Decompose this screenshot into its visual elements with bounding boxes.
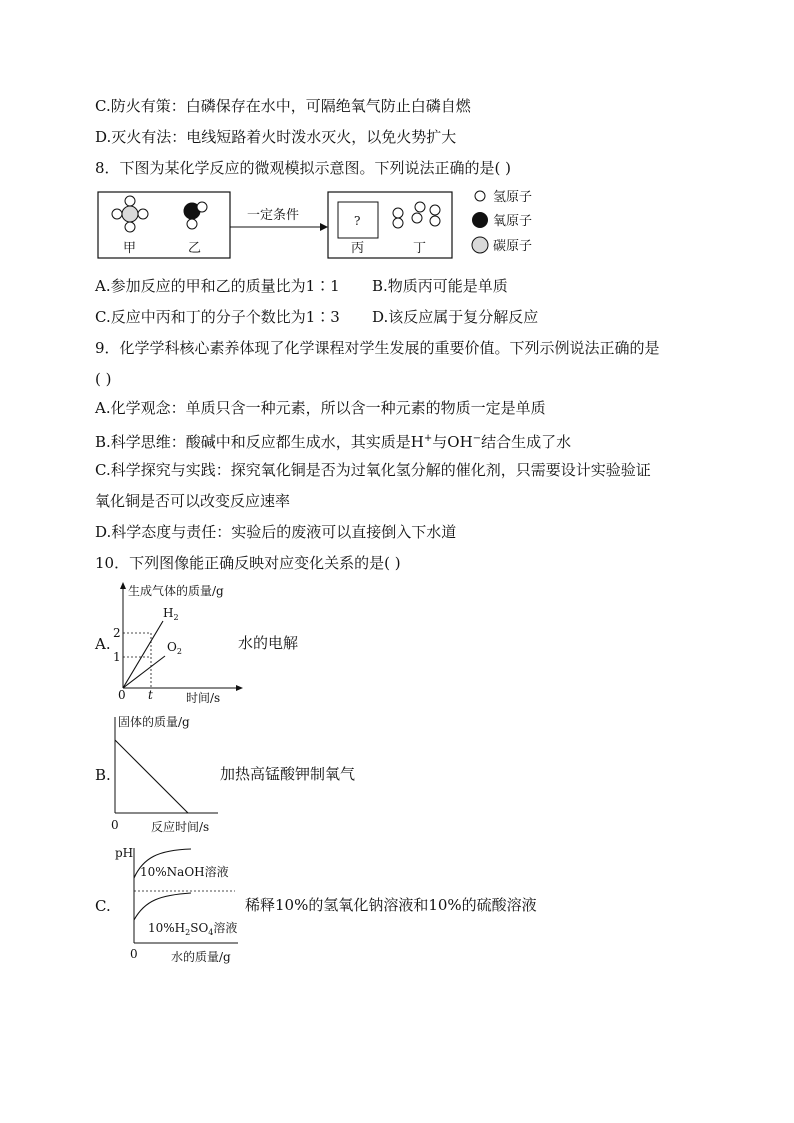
graph-c-origin: 0 [130,947,138,961]
graph-b-desc: 加热高锰酸钾制氧气 [220,765,356,783]
graph-b-xlabel: 反应时间/s [151,820,210,834]
graph-a-xtick: t [148,688,153,702]
carbon-atom [122,206,138,222]
graph-a-ylabel: 生成气体的质量/g [128,584,224,598]
hydrogen-atom [393,218,403,228]
graph-c-h2so4-curve [134,893,191,920]
reactant-b-label: 乙 [188,241,202,256]
legend-hydrogen-label: 氢原子 [493,190,533,205]
q9b-oh-charge: − [472,433,482,444]
legend-oxygen-label: 氧原子 [493,214,533,229]
q9b-h-charge: + [423,433,433,444]
q9-option-c-line2: 氧化铜是否可以改变反应速率 [95,492,291,510]
graph-c-h2so4-label: $10\%H_2SO_4$溶液 [148,921,238,937]
reaction-condition: 一定条件 [247,208,300,223]
graph-a-h2-label: $H_2$ [163,606,179,622]
q8-option-c: C.反应中丙和丁的分子个数比为1∶3 [95,308,340,326]
graph-a-desc: 水的电解 [238,634,299,652]
q9-option-b [95,429,571,452]
hydrogen-atom [125,222,135,232]
hydrogen-atom [187,219,197,229]
hydrogen-atom [138,209,148,219]
reactants-box [98,192,230,258]
q7-option-c: C.防火有策：白磷保存在水中，可隔绝氧气防止白磷自燃 [95,97,471,115]
q9b-text-post: 结合生成了水 [481,433,572,451]
q9-option-d: D.科学态度与责任：实验后的废液可以直接倒入下水道 [95,523,457,541]
q8-option-a: A.参加反应的甲和乙的质量比为1∶1 [95,277,340,295]
graph-a-h2-line [123,621,163,688]
unknown-product: ? [354,214,361,228]
hydrogen-atom [412,213,422,223]
hydrogen-atom [197,202,207,212]
product-c-label: 丙 [351,241,365,256]
hydrogen-atom [393,208,403,218]
graph-c [113,840,248,965]
graph-a-label: A. [95,635,111,653]
hydrogen-atom [430,216,440,226]
legend-carbon-icon [472,237,488,253]
reaction-diagram [95,186,555,266]
legend-oxygen-icon [472,212,488,228]
q8-option-b: B.物质丙可能是单质 [372,277,508,295]
graph-c-label: C. [95,897,111,915]
q9-option-a: A.化学观念：单质只含一种元素，所以含一种元素的物质一定是单质 [95,399,546,417]
graph-a-origin: 0 [118,688,126,702]
graph-a-ytick-1: 1 [113,650,121,664]
hydrogen-atom [112,209,122,219]
graph-c-xlabel: 水的质量/g [171,950,231,964]
q9b-h: H [410,433,424,451]
q8-option-d: D.该反应属于复分解反应 [372,308,539,326]
product-d-label: 丁 [413,241,427,256]
graph-c-ylabel: pH [115,846,134,860]
q7-option-d: D.灭火有法：电线短路着火时泼水灭火，以免火势扩大 [95,128,457,146]
graph-a-o2-label: $O_2$ [167,640,182,656]
q9b-oh: OH [447,433,473,451]
graph-c-naoh-label: 10%NaOH溶液 [140,865,229,879]
hydrogen-atom [125,196,135,206]
graph-b-ylabel: 固体的质量/g [118,715,190,729]
q9b-text-pre: B.科学思维：酸碱中和反应都生成水，其实质是 [95,433,411,451]
graph-b [108,710,238,838]
graph-b-origin: 0 [111,818,119,832]
graph-c-desc: 稀释10%的氢氧化钠溶液和10%的硫酸溶液 [245,896,537,914]
graph-b-line [115,740,188,813]
q9-stem: 9．化学学科核心素养体现了化学课程对学生发展的重要价值。下列示例说法正确的是 [95,339,660,357]
hydrogen-atom [415,202,425,212]
graph-a-ytick-2: 2 [113,626,121,640]
legend-hydrogen-icon [475,191,485,201]
q8-stem: 8．下图为某化学反应的微观模拟示意图。下列说法正确的是( ) [95,159,512,177]
graph-a-xlabel: 时间/s [186,691,221,705]
graph-b-label: B. [95,766,111,784]
graph-a-o2-line [123,656,165,688]
q9-paren: ( ) [95,370,112,388]
hydrogen-atom [430,205,440,215]
legend-carbon-label: 碳原子 [493,239,533,254]
q9b-text-mid: 与 [432,433,448,451]
q9-option-c-line1: C.科学探究与实践：探究氧化铜是否为过氧化氢分解的催化剂，只需要设计实验验证 [95,461,651,479]
reactant-a-label: 甲 [123,241,137,256]
q10-stem: 10．下列图像能正确反映对应变化关系的是( ) [95,554,401,572]
